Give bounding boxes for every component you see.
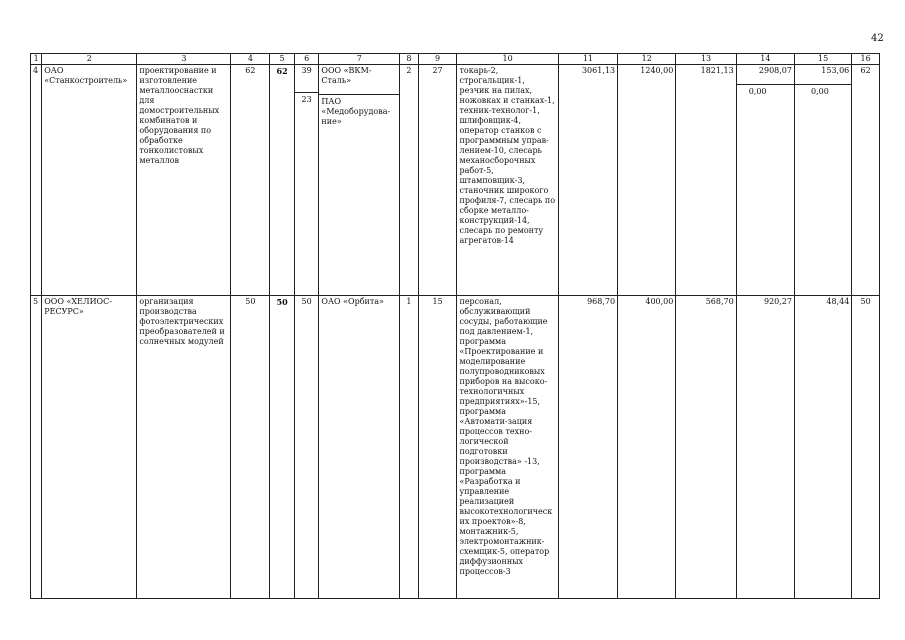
cell-col11: 968,70	[558, 296, 617, 599]
header-cell: 14	[736, 54, 794, 65]
cell-col14	[736, 65, 794, 296]
cell-col9: 15	[418, 296, 457, 599]
partner-org-1: ООО «ВКМ-Сталь»	[321, 66, 372, 85]
cell-col5: 50	[270, 296, 295, 599]
cell-col15	[795, 65, 852, 296]
cell-col7: ОАО «Орбита»	[319, 296, 400, 599]
partner-org-2: ПАО «Медоборудова-ние»	[319, 94, 399, 127]
cell-col8: 1	[400, 296, 418, 599]
table-row	[31, 65, 880, 296]
cell-col12: 400,00	[618, 296, 676, 599]
header-cell: 10	[457, 54, 558, 65]
header-cell: 4	[231, 54, 270, 65]
page-number: 42	[871, 33, 884, 44]
organization-name: ОАО «Станкостроитель»	[42, 65, 137, 296]
activity-description: организация производства фотоэлектрических преобразователей и солнечных модулей	[137, 296, 231, 599]
cell-col14-value-1: 2908,07	[758, 66, 792, 75]
cell-col16: 50	[852, 296, 880, 599]
header-cell: 1	[31, 54, 42, 65]
organization-name: ООО «ХЕЛИОС-РЕСУРС»	[42, 296, 137, 599]
cell-col15: 48,44	[795, 296, 852, 599]
header-cell: 16	[852, 54, 880, 65]
header-cell: 2	[42, 54, 137, 65]
header-cell: 13	[676, 54, 736, 65]
table-row	[31, 296, 880, 599]
header-cell: 5	[270, 54, 295, 65]
cell-col5: 62	[270, 65, 295, 296]
cell-col15-value-2: 0,00	[795, 84, 851, 97]
cell-col16: 62	[852, 65, 880, 296]
header-cell: 12	[618, 54, 676, 65]
cell-col9: 27	[418, 65, 457, 296]
cell-col6-value-2: 23	[295, 92, 319, 105]
cell-col6	[294, 65, 319, 296]
row-number: 5	[31, 296, 42, 599]
header-cell: 3	[137, 54, 231, 65]
cell-col14: 920,27	[736, 296, 794, 599]
cell-col8: 2	[400, 65, 418, 296]
cell-col13: 1821,13	[676, 65, 736, 296]
row-number: 4	[31, 65, 42, 296]
header-cell: 8	[400, 54, 418, 65]
cell-col6: 50	[294, 296, 319, 599]
cell-col15-value-1: 153,06	[821, 66, 850, 75]
header-cell: 15	[795, 54, 852, 65]
professions-list: токарь-2, строгальщик-1, резчик на пилах, ножовках и станках-1, техник-технолог-1, шлифовщик-4, оператор станков с программным управ-лением-10, слесарь механосборочных работ-5, штамповщик-3, станочник широкого профиля-7, слесарь по сборке металло-конструкций-14, слесарь по ремонту агрегатов-14	[457, 65, 558, 296]
cell-col14-value-2: 0,00	[737, 84, 794, 97]
professions-list: персонал, обслуживающий сосуды, работающие под давлением-1, программа «Проектирование и моделирование полупроводниковых приборов на высоко-технологичных предприятиях»-15, программа «Автомати-зация процессов техно-логической подготовки производства» -13, программа «Разработка и управление реализацией высокотехнологических проектов»-8, монтажник-5, электромонтажник-схемщик-5, оператор диффузионных процессов-3	[457, 296, 558, 599]
header-cell: 6	[294, 54, 319, 65]
cell-col6-value-1: 39	[301, 66, 312, 75]
cell-col4: 62	[231, 65, 270, 296]
cell-col12: 1240,00	[618, 65, 676, 296]
header-cell: 11	[558, 54, 617, 65]
header-cell: 7	[319, 54, 400, 65]
column-number-row	[31, 54, 880, 65]
cell-col13: 568,70	[676, 296, 736, 599]
cell-col11: 3061,13	[558, 65, 617, 296]
cell-col4: 50	[231, 296, 270, 599]
activity-description: проектирование и изготовление металлооснастки для домостроительных комбинатов и оборудования по обработке тонколистовых металлов	[137, 65, 231, 296]
cell-col7	[319, 65, 400, 296]
header-cell: 9	[418, 54, 457, 65]
data-table	[30, 53, 880, 599]
